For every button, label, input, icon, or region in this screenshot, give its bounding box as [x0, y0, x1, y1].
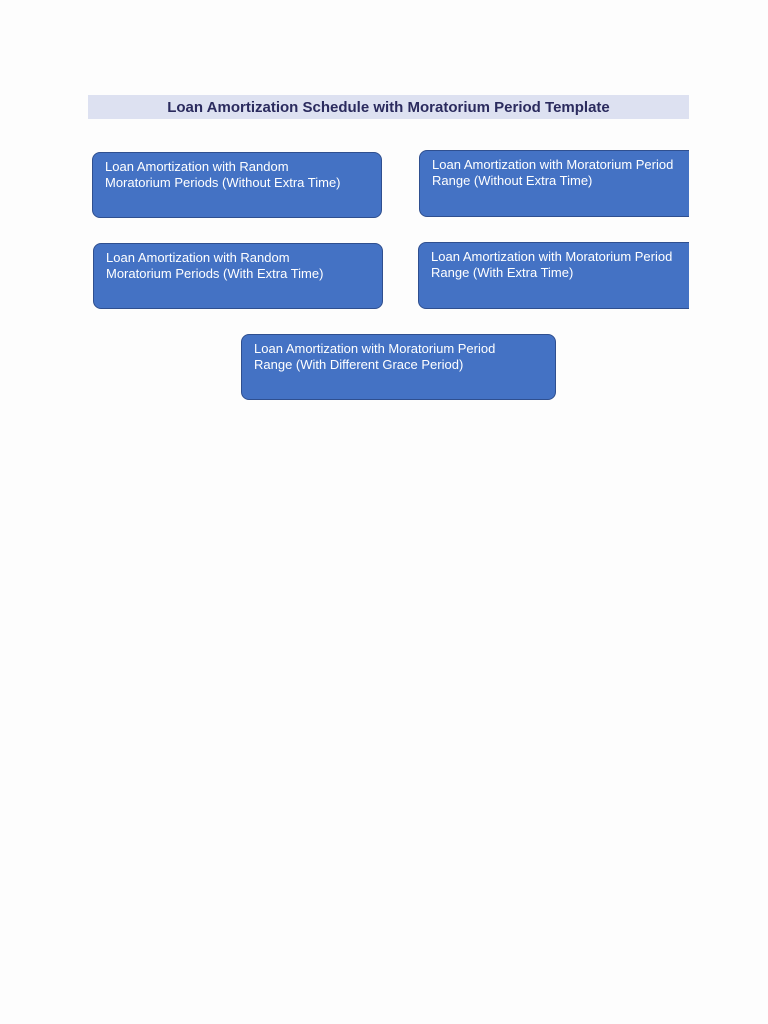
button-label-line2: Range (With Extra Time): [431, 265, 574, 280]
moratorium-range-with-extra-time-button[interactable]: [418, 242, 689, 309]
moratorium-range-without-extra-time-button[interactable]: [419, 150, 689, 217]
button-label-line2: Moratorium Periods (With Extra Time): [106, 266, 324, 281]
random-moratorium-with-extra-time-button[interactable]: [93, 243, 383, 309]
button-label-line1: Loan Amortization with Moratorium Period: [432, 157, 674, 172]
button-label-line2: Range (With Different Grace Period): [254, 357, 464, 372]
button-label-line2: Range (Without Extra Time): [432, 173, 593, 188]
button-label-line1: Loan Amortization with Random: [105, 159, 289, 174]
button-label-line1: Loan Amortization with Moratorium Period: [254, 341, 496, 356]
button-label-line2: Moratorium Periods (Without Extra Time): [105, 175, 341, 190]
moratorium-range-different-grace-period-button[interactable]: [241, 334, 556, 400]
page-title: Loan Amortization Schedule with Moratorium Period Template: [167, 98, 610, 116]
button-label-line1: Loan Amortization with Moratorium Period: [431, 249, 673, 264]
random-moratorium-without-extra-time-button[interactable]: [92, 152, 382, 218]
button-label-line1: Loan Amortization with Random: [106, 250, 290, 265]
